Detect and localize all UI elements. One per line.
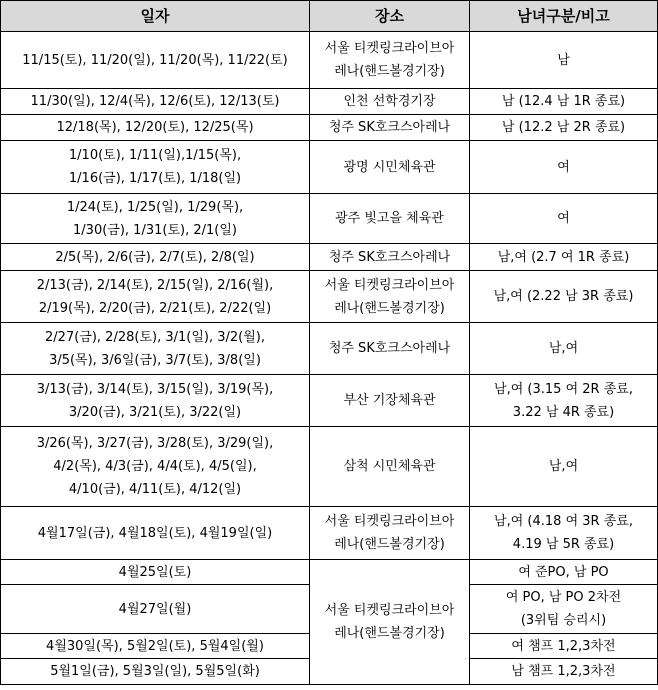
date-cell bbox=[1, 375, 310, 427]
note-cell bbox=[470, 244, 658, 271]
date-cell-line: 4월17일(금), 4월18일(토), 4월19일(일) bbox=[37, 525, 273, 541]
venue-cell-line: 인천 선학경기장 bbox=[343, 94, 436, 109]
note-cell bbox=[470, 427, 658, 507]
note-cell-line: 남,여 (4.18 여 3R 종료, bbox=[494, 514, 633, 529]
table-row bbox=[1, 427, 658, 507]
note-cell-line: 남 bbox=[557, 52, 570, 68]
table-row bbox=[1, 194, 658, 244]
date-cell bbox=[1, 323, 310, 375]
date-cell-line: 4/10(금), 4/11(토), 4/12(일) bbox=[68, 482, 242, 497]
date-cell-line: 4월27일(월) bbox=[118, 601, 192, 617]
date-cell bbox=[1, 659, 310, 685]
header-date: 일자 bbox=[1, 1, 310, 32]
date-cell-line: 4월25일(토) bbox=[118, 564, 192, 580]
date-cell-line: 3/26(목), 3/27(금), 3/28(토), 3/29(일), bbox=[36, 436, 274, 451]
note-cell-line: 남 챔프 1,2,3차전 bbox=[511, 664, 616, 679]
date-cell bbox=[1, 634, 310, 659]
note-cell bbox=[470, 323, 658, 375]
note-cell bbox=[470, 375, 658, 427]
note-cell-line: 남,여 (3.15 여 2R 종료, bbox=[494, 381, 633, 397]
table-row bbox=[1, 141, 658, 194]
venue-cell bbox=[310, 89, 470, 115]
table-row bbox=[1, 375, 658, 427]
note-cell-line: 남,여 bbox=[548, 341, 579, 356]
date-cell-line: 5월1일(금), 5월3일(일), 5월5일(화) bbox=[50, 664, 260, 679]
date-cell-line: 1/24(토), 1/25(일), 1/29(목), bbox=[66, 199, 244, 215]
table-row bbox=[1, 271, 658, 323]
table-row bbox=[1, 323, 658, 375]
note-cell-line: 여 챔프 1,2,3차전 bbox=[511, 638, 616, 654]
note-cell bbox=[470, 194, 658, 244]
date-cell bbox=[1, 115, 310, 141]
venue-cell bbox=[310, 244, 470, 271]
venue-cell bbox=[310, 32, 470, 89]
venue-cell-line: 서울 티켓링크라이브아 bbox=[324, 514, 455, 529]
venue-cell-line: 광주 빛고을 체육관 bbox=[335, 211, 444, 226]
note-cell-line: 여 bbox=[557, 159, 570, 175]
date-cell-line: 11/15(토), 11/20(일), 11/20(목), 11/22(토) bbox=[22, 52, 288, 68]
date-cell-line: 2/13(금), 2/14(토), 2/15(일), 2/16(월), bbox=[36, 277, 274, 293]
venue-cell-line: 부산 기장체육관 bbox=[343, 393, 436, 408]
note-cell bbox=[470, 141, 658, 194]
date-cell-line: 12/18(목), 12/20(토), 12/25(목) bbox=[56, 120, 254, 135]
venue-cell-line: 청주 SK호크스아레나 bbox=[328, 249, 451, 265]
table-row bbox=[1, 507, 658, 560]
date-cell-line: 2/27(금), 2/28(토), 3/1(일), 3/2(월), bbox=[45, 329, 265, 345]
venue-cell-line: 청주 SK호크스아레나 bbox=[328, 341, 451, 356]
venue-cell bbox=[310, 115, 470, 141]
date-cell bbox=[1, 507, 310, 560]
note-cell-line: 여 bbox=[557, 211, 570, 226]
table-row bbox=[1, 115, 658, 141]
date-cell bbox=[1, 585, 310, 634]
date-cell bbox=[1, 244, 310, 271]
date-cell-line: 1/30(금), 1/31(토), 2/1(일) bbox=[73, 222, 237, 238]
venue-cell-line: 삼척 시민체육관 bbox=[343, 459, 436, 474]
venue-cell-line: 서울 티켓링크라이브아 bbox=[324, 603, 455, 618]
date-cell-line: 2/19(목), 2/20(금), 2/21(토), 2/22(일) bbox=[38, 300, 272, 316]
note-cell-line: 남,여 bbox=[548, 459, 579, 474]
date-cell-line: 4월30일(목), 5월2일(토), 5월4일(월) bbox=[46, 638, 264, 654]
header-note: 남녀구분/비고 bbox=[470, 1, 658, 32]
venue-cell-line: 서울 티켓링크라이브아 bbox=[324, 277, 455, 293]
date-cell bbox=[1, 141, 310, 194]
date-cell bbox=[1, 427, 310, 507]
note-cell-line: 남 (12.4 남 1R 종료) bbox=[501, 94, 626, 109]
venue-cell-line: 청주 SK호크스아레나 bbox=[328, 120, 451, 135]
venue-cell-line: 레나(핸드볼경기장) bbox=[334, 64, 445, 79]
date-cell-line: 4/2(목), 4/3(금), 4/4(토), 4/5(일), bbox=[53, 459, 257, 474]
table-row bbox=[1, 89, 658, 115]
note-cell bbox=[470, 659, 658, 685]
note-cell bbox=[470, 560, 658, 585]
venue-cell-line: 레나(핸드볼경기장) bbox=[334, 300, 445, 316]
note-cell bbox=[470, 115, 658, 141]
note-cell bbox=[470, 507, 658, 560]
venue-cell-line: 레나(핸드볼경기장) bbox=[334, 626, 445, 641]
table-row bbox=[1, 244, 658, 271]
venue-cell bbox=[310, 271, 470, 323]
table-row bbox=[1, 32, 658, 89]
date-cell-line: 3/13(금), 3/14(토), 3/15(일), 3/19(목), bbox=[36, 381, 274, 397]
venue-cell bbox=[310, 323, 470, 375]
date-cell-line: 11/30(일), 12/4(목), 12/6(토), 12/13(토) bbox=[30, 94, 280, 109]
date-cell bbox=[1, 194, 310, 244]
date-cell bbox=[1, 271, 310, 323]
note-cell-line: 3.22 남 4R 종료) bbox=[512, 404, 615, 420]
note-cell-line: 남 (12.2 남 2R 종료) bbox=[501, 120, 626, 135]
venue-cell bbox=[310, 507, 470, 560]
header-row bbox=[1, 1, 658, 32]
table-row bbox=[1, 560, 658, 585]
venue-cell bbox=[310, 560, 470, 685]
note-cell bbox=[470, 634, 658, 659]
note-cell-line: 남,여 (2.7 여 1R 종료) bbox=[497, 249, 630, 265]
venue-cell-line: 서울 티켓링크라이브아 bbox=[324, 41, 455, 56]
date-cell-line: 1/16(금), 1/17(토), 1/18(일) bbox=[68, 171, 242, 186]
header-venue: 장소 bbox=[310, 1, 470, 32]
note-cell-line: 여 PO, 남 PO 2차전 bbox=[505, 590, 622, 605]
date-cell-line: 1/10(토), 1/11(일),1/15(목), bbox=[68, 148, 242, 163]
note-cell bbox=[470, 271, 658, 323]
date-cell-line: 3/5(목), 3/6일(금), 3/7(토), 3/8(일) bbox=[49, 352, 261, 368]
venue-cell bbox=[310, 375, 470, 427]
venue-cell-line: 레나(핸드볼경기장) bbox=[334, 537, 445, 552]
venue-cell bbox=[310, 141, 470, 194]
date-cell bbox=[1, 560, 310, 585]
date-cell-line: 3/20(금), 3/21(토), 3/22(일) bbox=[68, 404, 242, 420]
venue-cell bbox=[310, 194, 470, 244]
note-cell-line: (3위팀 승리시) bbox=[520, 613, 607, 628]
venue-cell-line: 광명 시민체육관 bbox=[343, 159, 436, 175]
note-cell-line: 남,여 (2.22 남 3R 종료) bbox=[493, 289, 634, 304]
note-cell-line: 4.19 남 5R 종료) bbox=[512, 537, 615, 552]
date-cell bbox=[1, 32, 310, 89]
venue-cell bbox=[310, 427, 470, 507]
note-cell bbox=[470, 89, 658, 115]
date-cell bbox=[1, 89, 310, 115]
note-cell bbox=[470, 585, 658, 634]
note-cell-line: 여 준PO, 남 PO bbox=[518, 564, 609, 580]
note-cell bbox=[470, 32, 658, 89]
date-cell-line: 2/5(목), 2/6(금), 2/7(토), 2/8(일) bbox=[55, 249, 255, 265]
